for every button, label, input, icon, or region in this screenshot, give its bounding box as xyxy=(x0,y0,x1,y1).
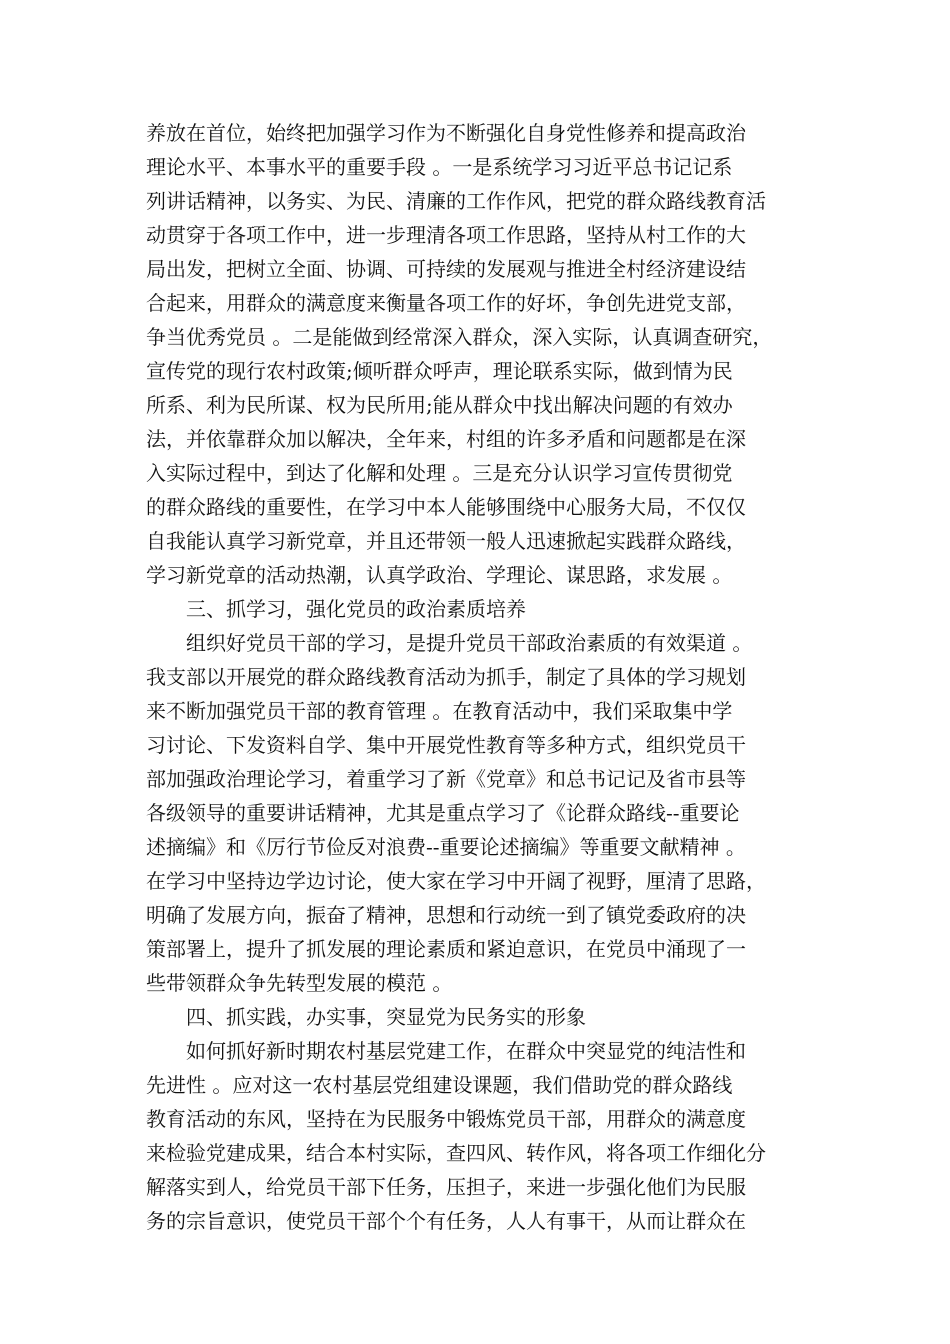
text-line: 入实际过程中，到达了化解和处理 。三是充分认识学习宣传贯彻党 xyxy=(146,461,733,485)
document-body xyxy=(146,116,826,1238)
text-line: 来不断加强党员干部的教育管理 。在教育活动中，我们采取集中学 xyxy=(146,699,733,723)
text-line: 宣传党的现行农村政策;倾听群众呼声，理论联系实际，做到情为民 xyxy=(146,359,733,383)
text-line: 来检验党建成果，结合本村实际，查四风、转作风，将各项工作细化分 xyxy=(146,1141,766,1165)
text-line: 策部署上，提升了抓发展的理论素质和紧迫意识，在党员中涌现了一 xyxy=(146,937,746,961)
text-line: 动贯穿于各项工作中，进一步理清各项工作思路，坚持从村工作的大 xyxy=(146,223,746,247)
text-line: 组织好党员干部的学习，是提升党员干部政治素质的有效渠道 。 xyxy=(186,631,753,655)
text-line: 各级领导的重要讲话精神，尤其是重点学习了《论群众路线--重要论 xyxy=(146,801,740,825)
text-line: 局出发，把树立全面、协调、可持续的发展观与推进全村经济建设结 xyxy=(146,257,746,281)
text-line: 学习新党章的活动热潮，认真学政治、学理论、谋思路，求发展 。 xyxy=(146,563,733,587)
text-line: 明确了发展方向，振奋了精神，思想和行动统一到了镇党委政府的决 xyxy=(146,903,746,927)
text-line: 争当优秀党员 。二是能做到经常深入群众，深入实际，认真调查研究， xyxy=(146,325,773,349)
text-line: 的群众路线的重要性，在学习中本人能够围绕中心服务大局，不仅仅 xyxy=(146,495,746,519)
text-line: 些带领群众争先转型发展的模范 。 xyxy=(146,971,453,995)
text-line: 解落实到人，给党员干部下任务，压担子，来进一步强化他们为民服 xyxy=(146,1175,746,1199)
text-line: 教育活动的东风，坚持在为民服务中锻炼党员干部，用群众的满意度 xyxy=(146,1107,746,1131)
text-line: 在学习中坚持边学边讨论，使大家在学习中开阔了视野，厘清了思路， xyxy=(146,869,766,893)
text-line: 列讲话精神，以务实、为民、清廉的工作作风，把党的群众路线教育活 xyxy=(146,189,766,213)
text-line: 法，并依靠群众加以解决，全年来，村组的许多矛盾和问题都是在深 xyxy=(146,427,746,451)
text-line: 自我能认真学习新党章，并且还带领一般人迅速掀起实践群众路线， xyxy=(146,529,746,553)
section-heading-4: 四、抓实践，办实事，突显党为民务实的形象 xyxy=(186,1005,586,1029)
text-line: 先进性 。应对这一农村基层党组建设课题，我们借助党的群众路线 xyxy=(146,1073,733,1097)
text-line: 我支部以开展党的群众路线教育活动为抓手，制定了具体的学习规划 xyxy=(146,665,746,689)
section-heading-3: 三、抓学习，强化党员的政治素质培养 xyxy=(186,597,526,621)
text-line: 所系、利为民所谋、权为民所用;能从群众中找出解决问题的有效办 xyxy=(146,393,733,417)
text-line: 述摘编》和《厉行节俭反对浪费--重要论述摘编》等重要文献精神 。 xyxy=(146,835,746,859)
text-line: 习讨论、下发资料自学、集中开展党性教育等多种方式，组织党员干 xyxy=(146,733,746,757)
text-line: 如何抓好新时期农村基层党建工作，在群众中突显党的纯洁性和 xyxy=(186,1039,746,1063)
text-line: 养放在首位，始终把加强学习作为不断强化自身党性修养和提高政治 xyxy=(146,121,746,145)
text-line: 合起来，用群众的满意度来衡量各项工作的好坏，争创先进党支部， xyxy=(146,291,746,315)
text-line: 务的宗旨意识，使党员干部个个有任务，人人有事干，从而让群众在 xyxy=(146,1209,746,1233)
text-line: 部加强政治理论学习，着重学习了新《党章》和总书记记及省市县等 xyxy=(146,767,746,791)
text-line: 理论水平、本事水平的重要手段 。一是系统学习习近平总书记记系 xyxy=(146,155,733,179)
